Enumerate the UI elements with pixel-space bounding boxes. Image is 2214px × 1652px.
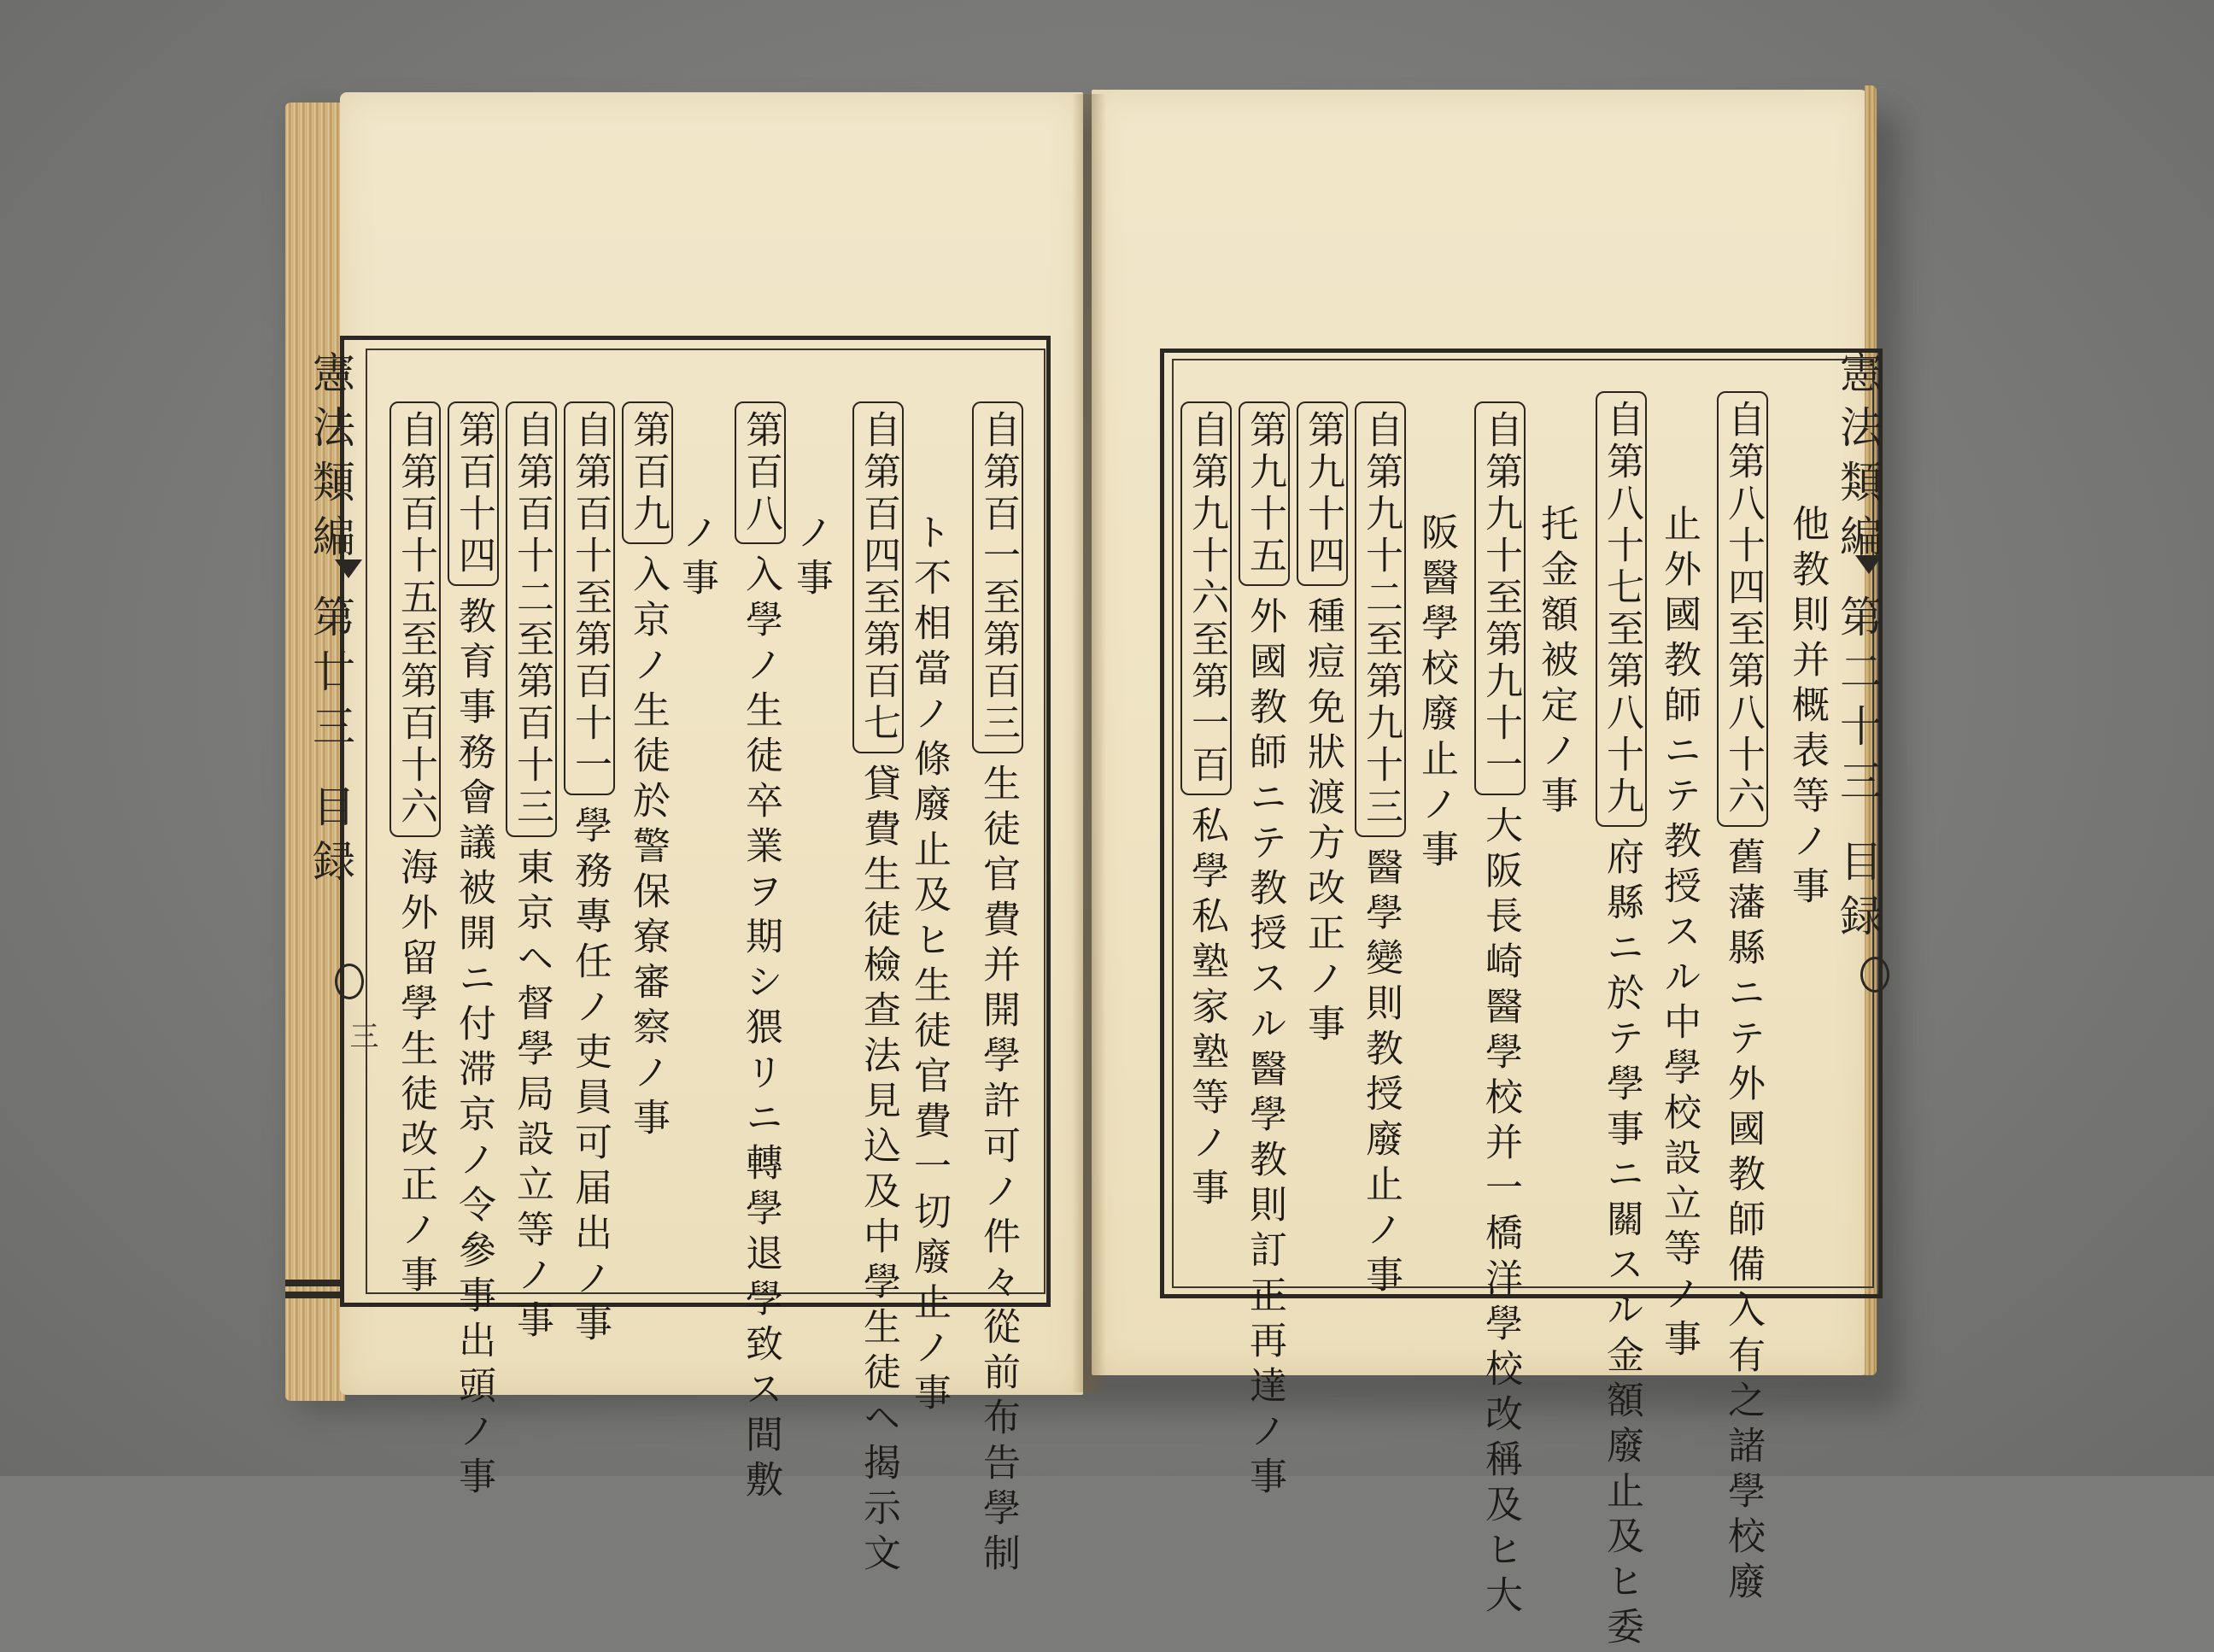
entry-text: 外國教師ニテ教授スル醫學教則訂正再達ノ事 (1243, 596, 1286, 1502)
entry-label: 第百九 (622, 401, 673, 544)
entry-label: 自第九十二至第九十三 (1355, 401, 1406, 837)
entry-label: 第百十四 (448, 401, 499, 586)
entry-text: 醫學變則教授廢止ノ事 (1359, 847, 1403, 1300)
entry-label: 自第八十七至第八十九 (1596, 391, 1647, 827)
page-circle-mark (1860, 957, 1889, 993)
entry-text: 東京ヘ督學局設立等ノ事 (510, 847, 554, 1345)
binding-band (285, 1292, 347, 1298)
left-page-number: 三 (344, 1021, 378, 1057)
entry-text: 大阪長崎醫學校并一橋洋學校改稱及ヒ大 (1479, 805, 1522, 1620)
entry-label: 第九十五 (1239, 401, 1290, 586)
entry-text: 府縣ニ於テ學事ニ關スル金額廢止及ヒ委 (1600, 837, 1643, 1652)
entry-line: 托金額被定ノ事 (1534, 504, 1578, 821)
entry-line: 阪醫學校廢止ノ事 (1414, 513, 1458, 875)
entry-line (735, 401, 786, 1505)
entry-label: 自第百十二至第百十三 (506, 401, 557, 837)
entry-label: 第九十四 (1297, 401, 1348, 586)
entry-text: 種痘免狀渡方改正ノ事 (1301, 596, 1344, 1049)
left-entry (448, 401, 499, 1502)
entry-label: 自第九十至第九十一 (1474, 401, 1526, 795)
left-entry (506, 401, 557, 1345)
entry-line (1474, 401, 1526, 1620)
entry-text: 海外留學生徒改正ノ事 (394, 847, 437, 1300)
entry-label: 第百八 (735, 401, 786, 544)
right-entry (1297, 401, 1348, 1049)
entry-line (852, 401, 904, 1579)
right-entry: 他教則并概表等ノ事 (1785, 504, 1829, 911)
right-entry (1355, 401, 1406, 1300)
entry-text: 教育事務會議被開ニ付滞京ノ令參事出頭ノ事 (452, 596, 495, 1502)
entry-text: 生徒官費并開學許可ノ件々從前布告學制 (976, 764, 1020, 1579)
page-circle-mark (335, 964, 364, 999)
entry-label: 自第百十至第百十一 (564, 401, 615, 795)
entry-line: ト不相當ノ條廢止及ヒ生徒官費一切廢止ノ事 (907, 513, 951, 1418)
left-page-header: 憲法類編 第廿三 目録 (306, 350, 355, 893)
entry-line (972, 401, 1023, 1579)
entry-line (1717, 391, 1768, 1607)
fish-tail-mark (1855, 555, 1883, 574)
entry-text: 學務專任ノ吏員可届出ノ事 (568, 805, 612, 1349)
right-entry (1239, 401, 1290, 1502)
right-page-header: 憲法類編 第二十三 目録 (1833, 350, 1883, 948)
entry-line: 止外國教師ニテ教授スル中學校設立等ノ事 (1657, 504, 1701, 1364)
entry-label: 自第九十六至第一百 (1180, 401, 1232, 795)
book-gutter (1072, 94, 1106, 1392)
entry-text: 貸費生徒檢查法見込及中學生徒ヘ揭示文 (857, 764, 900, 1579)
entry-label: 自第八十四至第八十六 (1717, 391, 1768, 827)
entry-line: ノ事 (789, 513, 833, 603)
entry-line: ノ事 (675, 513, 718, 603)
left-entry (390, 401, 441, 1300)
left-entry (622, 401, 673, 1143)
binding-band (285, 1280, 347, 1286)
entry-line (1596, 391, 1647, 1652)
entry-text: 入學ノ生徒卒業ヲ期シ猥リニ轉學退學致ス間敷 (739, 554, 782, 1505)
entry-label: 自第百一至第百三 (972, 401, 1023, 753)
entry-text: 私學私塾家塾等ノ事 (1185, 805, 1228, 1213)
entry-text: 舊藩縣ニテ外國教師備入有之諸學校廢 (1721, 837, 1765, 1607)
fish-tail-mark (335, 559, 362, 578)
entry-text: 入京ノ生徒於警保寮審察ノ事 (626, 554, 670, 1143)
right-entry (1180, 401, 1232, 1213)
entry-label: 自第百十五至第百十六 (390, 401, 441, 837)
entry-label: 自第百四至第百七 (852, 401, 904, 753)
left-entry (564, 401, 615, 1349)
